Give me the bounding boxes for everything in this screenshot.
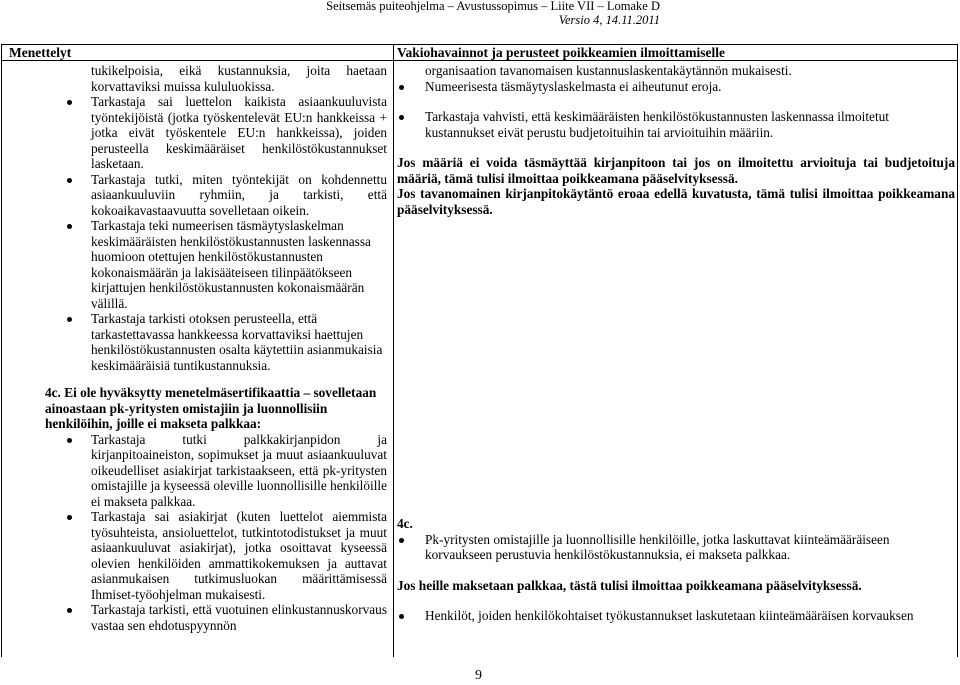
procedure-text: Tarkastaja sai asiakirjat (kuten luettelot aiemmista työsuhteista, ansioluettelot, tutkintotodistukset ja muut asiaankuuluvat asiakirjat), jotka osoittavat kyseessä olevien henkilöiden ammattikokemuksen ja auttavat asianmukaisen tutkimusluokan määrittämisessä Ihmiset-työohjelman mukaisesti. [91, 509, 387, 602]
procedure-item [67, 432, 387, 510]
procedure-text: Tarkastaja tarkisti, että vuotuinen elinkustannuskorvaus vastaa sen ehdotuspyynnön [91, 602, 387, 633]
procedure-text: Tarkastaja tutki, miten työntekijät on kohdennettu asiaankuuluviin ryhmiin, ja tarkisti, että kokoaikavastaavuutta sovelletaan oikein. [91, 171, 387, 218]
procedure-text: Tarkastaja tarkisti otoksen perusteella, että tarkastettavassa hankkeessa korvattaviksi haettujen henkilöstökustannusten osalta käytettiin asianmukaisia keskimääräisiä tuntikustannuksia. [91, 311, 383, 373]
bullet-icon [67, 100, 72, 105]
finding-item [397, 109, 955, 140]
left-column-text [67, 63, 387, 373]
bullet-icon [67, 438, 72, 443]
section-4c-findings [397, 516, 955, 624]
bullet-icon [67, 178, 72, 183]
section-4c-title: 4c. Ei ole hyväksytty menetelmäsertifikaattia – sovelletaan ainoastaan pk-yritysten omistajiin ja luonnollisiin henkilöihin, joille ei makseta palkkaa: [45, 385, 377, 431]
finding-text: Numeerisesta täsmäytyslaskelmasta ei aiheutunut eroja. [425, 78, 722, 94]
finding-item [397, 532, 955, 563]
bullet-icon [399, 538, 404, 543]
procedure-item [67, 94, 387, 172]
bullet-icon [67, 224, 72, 229]
procedure-text: Tarkastaja tutki palkkakirjanpidon ja kirjanpitoaineiston, sopimukset ja muut asiaankuuluvat oikeudelliset asiakirjat tarkistaakseen, että pk-yritysten omistajille ja kyseessä oleville luonnollisille henkilöille ei makseta palkkaa. [91, 431, 387, 509]
procedure-text: Tarkastaja teki numeerisen täsmäytyslaskelman keskimääräisten henkilöstökustannusten laskennassa huomioon otettujen henkilöstökustannusten kokonaismäärän ja lakisääteiseen tilinpäätökseen kirjattujen henkilöstökustannusten kokonaismäärän välillä. [91, 218, 371, 311]
procedure-item [67, 218, 387, 311]
procedure-item [67, 509, 387, 602]
finding-text: Tarkastaja vahvisti, että keskimääräisten henkilöstökustannusten laskennassa ilmoitetut kustannukset eivät perustu budjetoituihin tai arvioituihin määriin. [425, 109, 889, 140]
column-header-procedures: Menettelyt [9, 45, 72, 60]
bullet-icon [399, 115, 404, 120]
procedure-continuation: tukikelpoisia, eikä kustannuksia, joita haetaan korvattaviksi muissa kululuokissa. [91, 63, 387, 94]
header-title: Seitsemäs puiteohjelma – Avustussopimus – Liite VII – Lomake D [326, 0, 660, 13]
finding-text: Pk-yritysten omistajille ja luonnollisille henkilöille, jotka laskuttavat kiinteämääräiseen korvaukseen perustuvia henkilöstökustannuksia, ei makseta palkkaa. [425, 531, 890, 562]
table-column-divider [393, 44, 394, 657]
header-version: Versio 4, 14.11.2011 [558, 13, 660, 27]
section-4c-procedures [45, 385, 387, 633]
section-4c-label: 4c. [397, 516, 413, 531]
bullet-icon [67, 515, 72, 520]
bullet-icon [399, 614, 404, 619]
finding-text: Henkilöt, joiden henkilökohtaiset työkustannukset laskutetaan kiinteämääräisen korvauksen [425, 608, 914, 623]
table-right-border [957, 44, 958, 657]
exception-note: Jos tavanomainen kirjanpitokäytäntö eroaa edellä kuvatusta, tämä tulisi ilmoittaa poikkeamana pääselvityksessä. [397, 186, 955, 217]
bullet-icon [399, 85, 404, 90]
procedure-item [67, 602, 387, 633]
table-left-border [1, 44, 2, 657]
exception-note: Jos heille maksetaan palkkaa, tästä tulisi ilmoittaa poikkeamana pääselvityksessä. [397, 577, 862, 593]
bullet-icon [67, 317, 72, 322]
finding-continuation: organisaation tavanomaisen kustannuslaskentakäytännön mukaisesti. [425, 63, 792, 78]
procedure-item [67, 311, 387, 373]
finding-item [397, 79, 955, 95]
column-header-findings: Vakiohavainnot ja perusteet poikkeamien ilmoittamiselle [397, 45, 726, 60]
page-number: 9 [475, 668, 482, 683]
bullet-icon [67, 608, 72, 613]
table-header-border [1, 60, 958, 61]
right-column-text [397, 63, 955, 217]
procedure-item [67, 172, 387, 219]
procedure-text: Tarkastaja sai luettelon kaikista asiaankuuluvista työntekijöistä (jotka työskentelevät EU:n hankkeissa + jotka eivät työskentele EU:n hankkeissa), joiden perusteella keskimääräiset henkilöstökustannukset lasketaan. [91, 94, 387, 171]
finding-item [397, 608, 955, 624]
exception-note: Jos määriä ei voida täsmäyttää kirjanpitoon tai jos on ilmoitettu arvioituja tai budjetoituja määriä, tämä tulisi ilmoittaa poikkeamana pääselvityksessä. [397, 155, 955, 186]
procedures-table [1, 44, 958, 657]
